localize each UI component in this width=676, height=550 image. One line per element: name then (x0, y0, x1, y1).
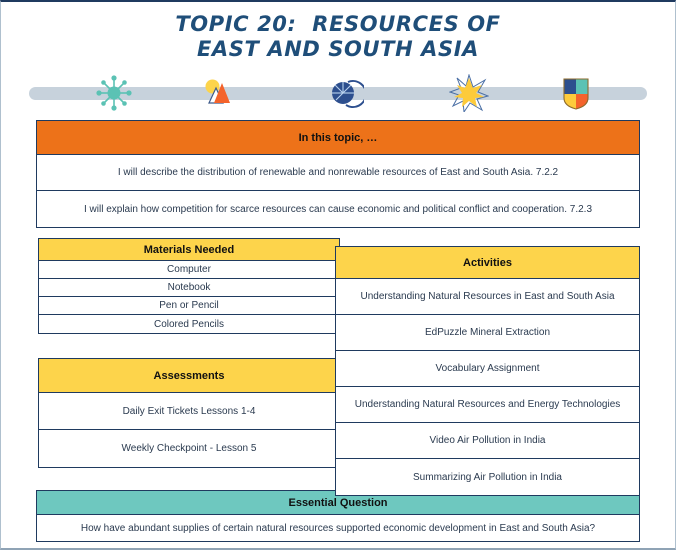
assessments-item: Weekly Checkpoint - Lesson 5 (121, 443, 257, 454)
activities-card (335, 246, 640, 496)
materials-item: Computer (39, 261, 339, 279)
in-this-topic-card (36, 120, 640, 228)
in-this-topic-item: I will describe the distribution of renewable and nonrewable resources of East and South Asia. 7.2.2 (37, 155, 639, 191)
materials-item: Notebook (39, 279, 339, 297)
essential-question-item: How have abundant supplies of certain natural resources supported economic development in East and South Asia? (80, 522, 596, 534)
icon-strip (29, 74, 647, 112)
assessments-item: Daily Exit Tickets Lessons 1-4 (39, 393, 339, 430)
assessments-header: Assessments (39, 359, 339, 393)
essential-question-header: Essential Question (37, 491, 639, 515)
materials-needed-card (38, 238, 340, 334)
middle-section (36, 238, 640, 484)
in-this-topic-header: In this topic, … (37, 121, 639, 155)
mountain-landscape-icon (197, 74, 237, 112)
activities-item: Understanding Natural Resources and Energy Technologies (336, 387, 639, 423)
globe-compass-icon (324, 74, 364, 112)
atom-molecule-icon (94, 74, 134, 112)
activities-item: EdPuzzle Mineral Extraction (336, 315, 639, 351)
materials-item: Colored Pencils (153, 318, 225, 330)
activities-item: Vocabulary Assignment (336, 351, 639, 387)
assessments-card (38, 358, 340, 468)
page-title-line-1: TOPIC 20: RESOURCES OF (175, 12, 501, 36)
left-column (38, 238, 340, 468)
page-title-line-2: EAST AND SOUTH ASIA (196, 37, 479, 61)
essential-question-card (36, 490, 640, 542)
sun-star-icon (449, 74, 489, 112)
materials-needed-header: Materials Needed (39, 239, 339, 261)
activities-header: Activities (336, 247, 639, 279)
materials-item: Pen or Pencil (39, 297, 339, 315)
in-this-topic-item: I will explain how competition for scarce resources can cause economic and political conflict and cooperation. 7.2.3 (83, 203, 593, 215)
right-column (335, 246, 640, 496)
activities-item: Summarizing Air Pollution in India (413, 471, 562, 483)
shield-quadrant-icon (556, 74, 596, 112)
activities-item: Video Air Pollution in India (336, 423, 639, 459)
activities-item: Understanding Natural Resources in East and South Asia (336, 279, 639, 315)
page-title (1, 2, 675, 62)
